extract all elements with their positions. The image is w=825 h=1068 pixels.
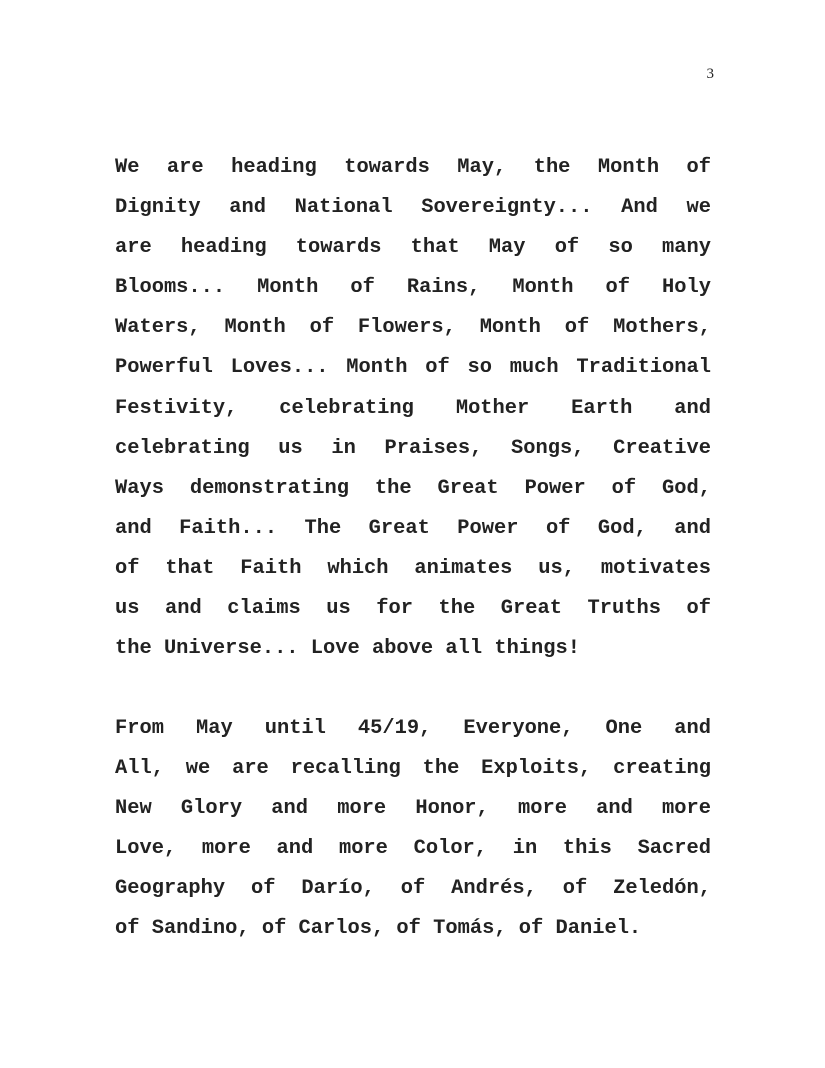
- paragraph-2: [115, 709, 711, 950]
- text-line: We are heading towards May, the Month of: [115, 156, 711, 179]
- text-line: From May until 45/19, Everyone, One and: [115, 717, 711, 740]
- paragraph-1: [115, 148, 711, 669]
- text-line: Powerful Loves... Month of so much Traditional: [115, 356, 711, 380]
- text-line: Dignity and National Sovereignty... And we: [115, 196, 711, 220]
- text-line: the Universe... Love above all things!: [115, 637, 580, 661]
- text-line: celebrating us in Praises, Songs, Creative: [115, 436, 711, 460]
- text-line: of that Faith which animates us, motivates: [115, 556, 711, 580]
- page-number: 3: [706, 66, 714, 82]
- text-line: us and claims us for the Great Truths of: [115, 597, 711, 621]
- text-line: Blooms... Month of Rains, Month of Holy: [115, 276, 711, 300]
- text-line: of Sandino, of Carlos, of Tomás, of Daniel.: [115, 917, 642, 941]
- text-line: All, we are recalling the Exploits, creating: [115, 757, 711, 781]
- text-line: Love, more and more Color, in this Sacred: [115, 837, 711, 861]
- text-line: Waters, Month of Flowers, Month of Mothers,: [115, 316, 711, 340]
- text-line: are heading towards that May of so many: [115, 236, 711, 260]
- text-line: Ways demonstrating the Great Power of God,: [115, 476, 711, 500]
- text-line: and Faith... The Great Power of God, and: [115, 516, 711, 540]
- text-line: New Glory and more Honor, more and more: [115, 797, 711, 821]
- text-line: Festivity, celebrating Mother Earth and: [115, 396, 711, 420]
- text-line: Geography of Darío, of Andrés, of Zeledón,: [115, 877, 711, 901]
